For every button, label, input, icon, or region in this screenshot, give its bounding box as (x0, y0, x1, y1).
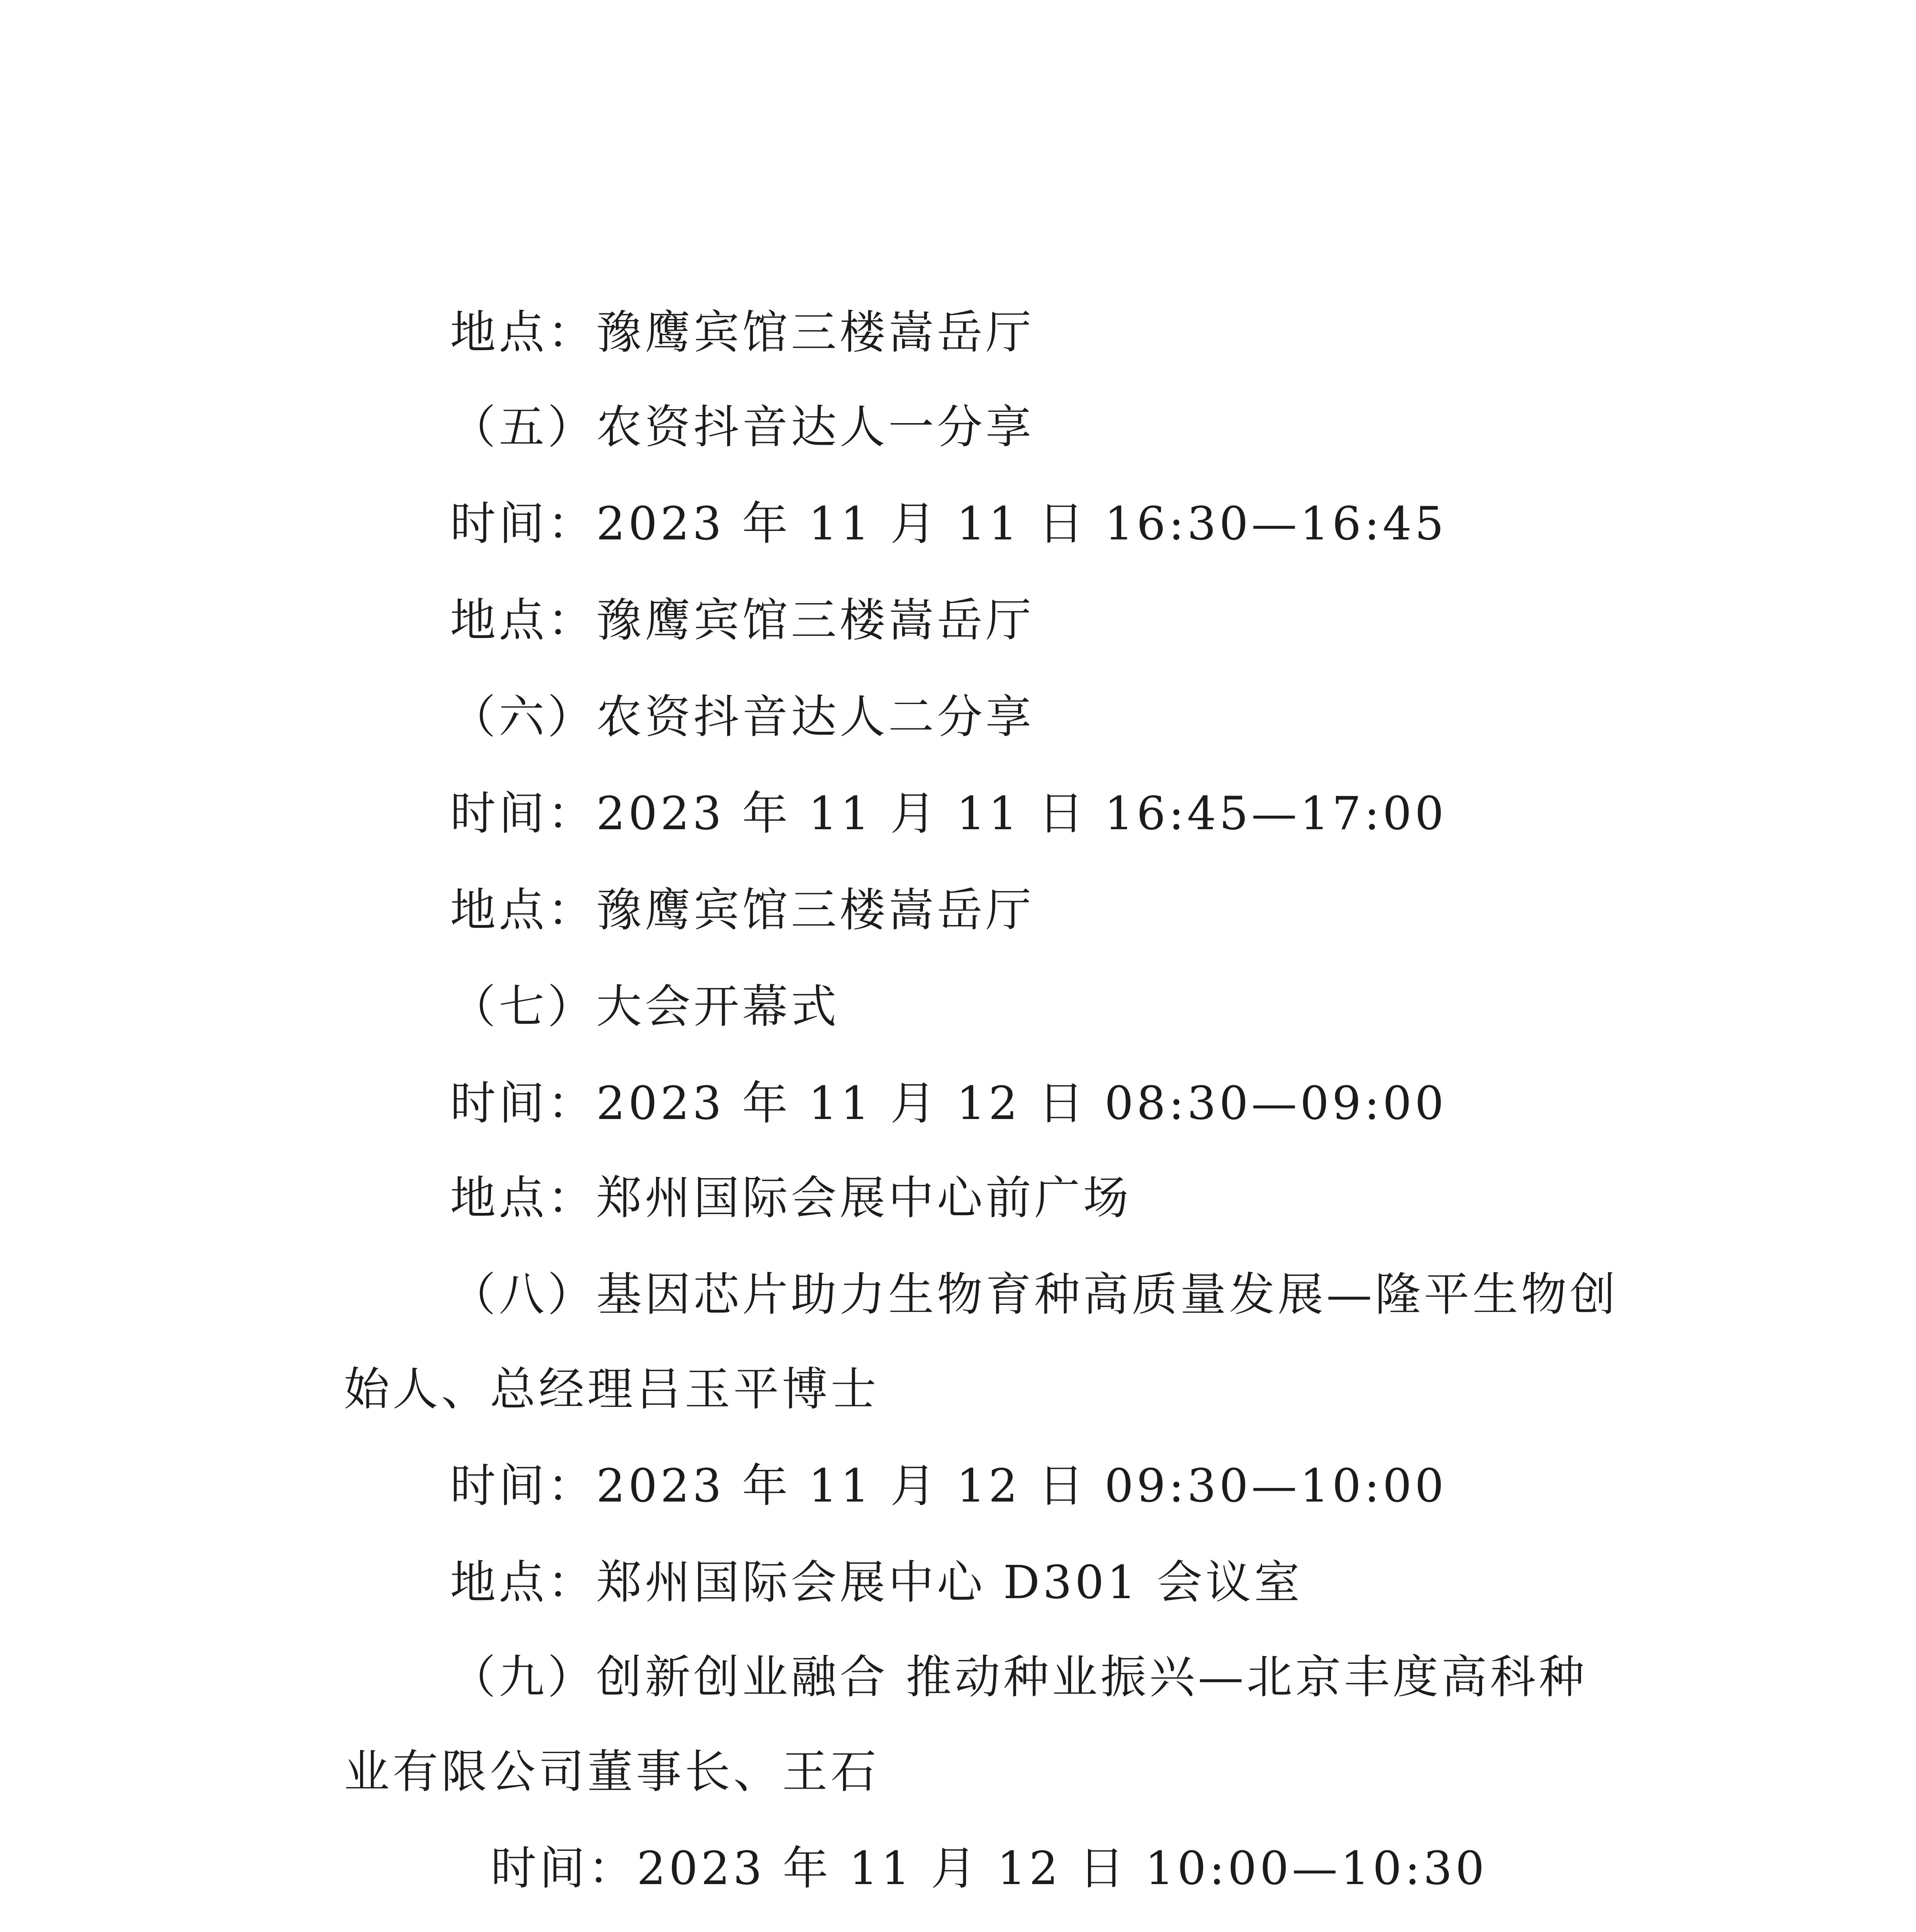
agenda-item-heading: （五）农资抖音达人一分享 (450, 400, 1035, 454)
agenda-item-heading-continued: 业有限公司董事长、王石 (344, 1745, 880, 1798)
time-line: 时间：2023 年 11 月 11 日 16:30—16:45 (450, 497, 1447, 550)
venue-line: 地点：豫鹰宾馆三楼嵩岳厅 (450, 594, 1035, 647)
agenda-item-heading: （八）基因芯片助力生物育种高质量发展—隆平生物创 (450, 1268, 1619, 1321)
venue-line: 地点：豫鹰宾馆三楼嵩岳厅 (450, 306, 1035, 359)
agenda-item-heading: （七）大会开幕式 (450, 980, 840, 1033)
time-line: 时间：2023 年 11 月 12 日 08:30—09:00 (450, 1077, 1447, 1130)
agenda-item-heading-continued: 始人、总经理吕玉平博士 (344, 1362, 880, 1416)
venue-line: 地点：郑州国际会展中心前广场 (450, 1171, 1132, 1225)
time-line: 时间：2023 年 11 月 12 日 09:30—10:00 (450, 1459, 1447, 1512)
agenda-item-heading: （九）创新创业融合 推动种业振兴—北京丰度高科种 (450, 1650, 1588, 1704)
venue-line: 地点：郑州国际会展中心 D301 会议室 (450, 1556, 1303, 1609)
time-line: 时间：2023 年 11 月 12 日 10:00—10:30 (491, 1842, 1488, 1895)
time-line: 时间：2023 年 11 月 11 日 16:45—17:00 (450, 787, 1447, 840)
venue-line: 地点：豫鹰宾馆三楼嵩岳厅 (450, 883, 1035, 937)
agenda-item-heading: （六）农资抖音达人二分享 (450, 690, 1035, 743)
